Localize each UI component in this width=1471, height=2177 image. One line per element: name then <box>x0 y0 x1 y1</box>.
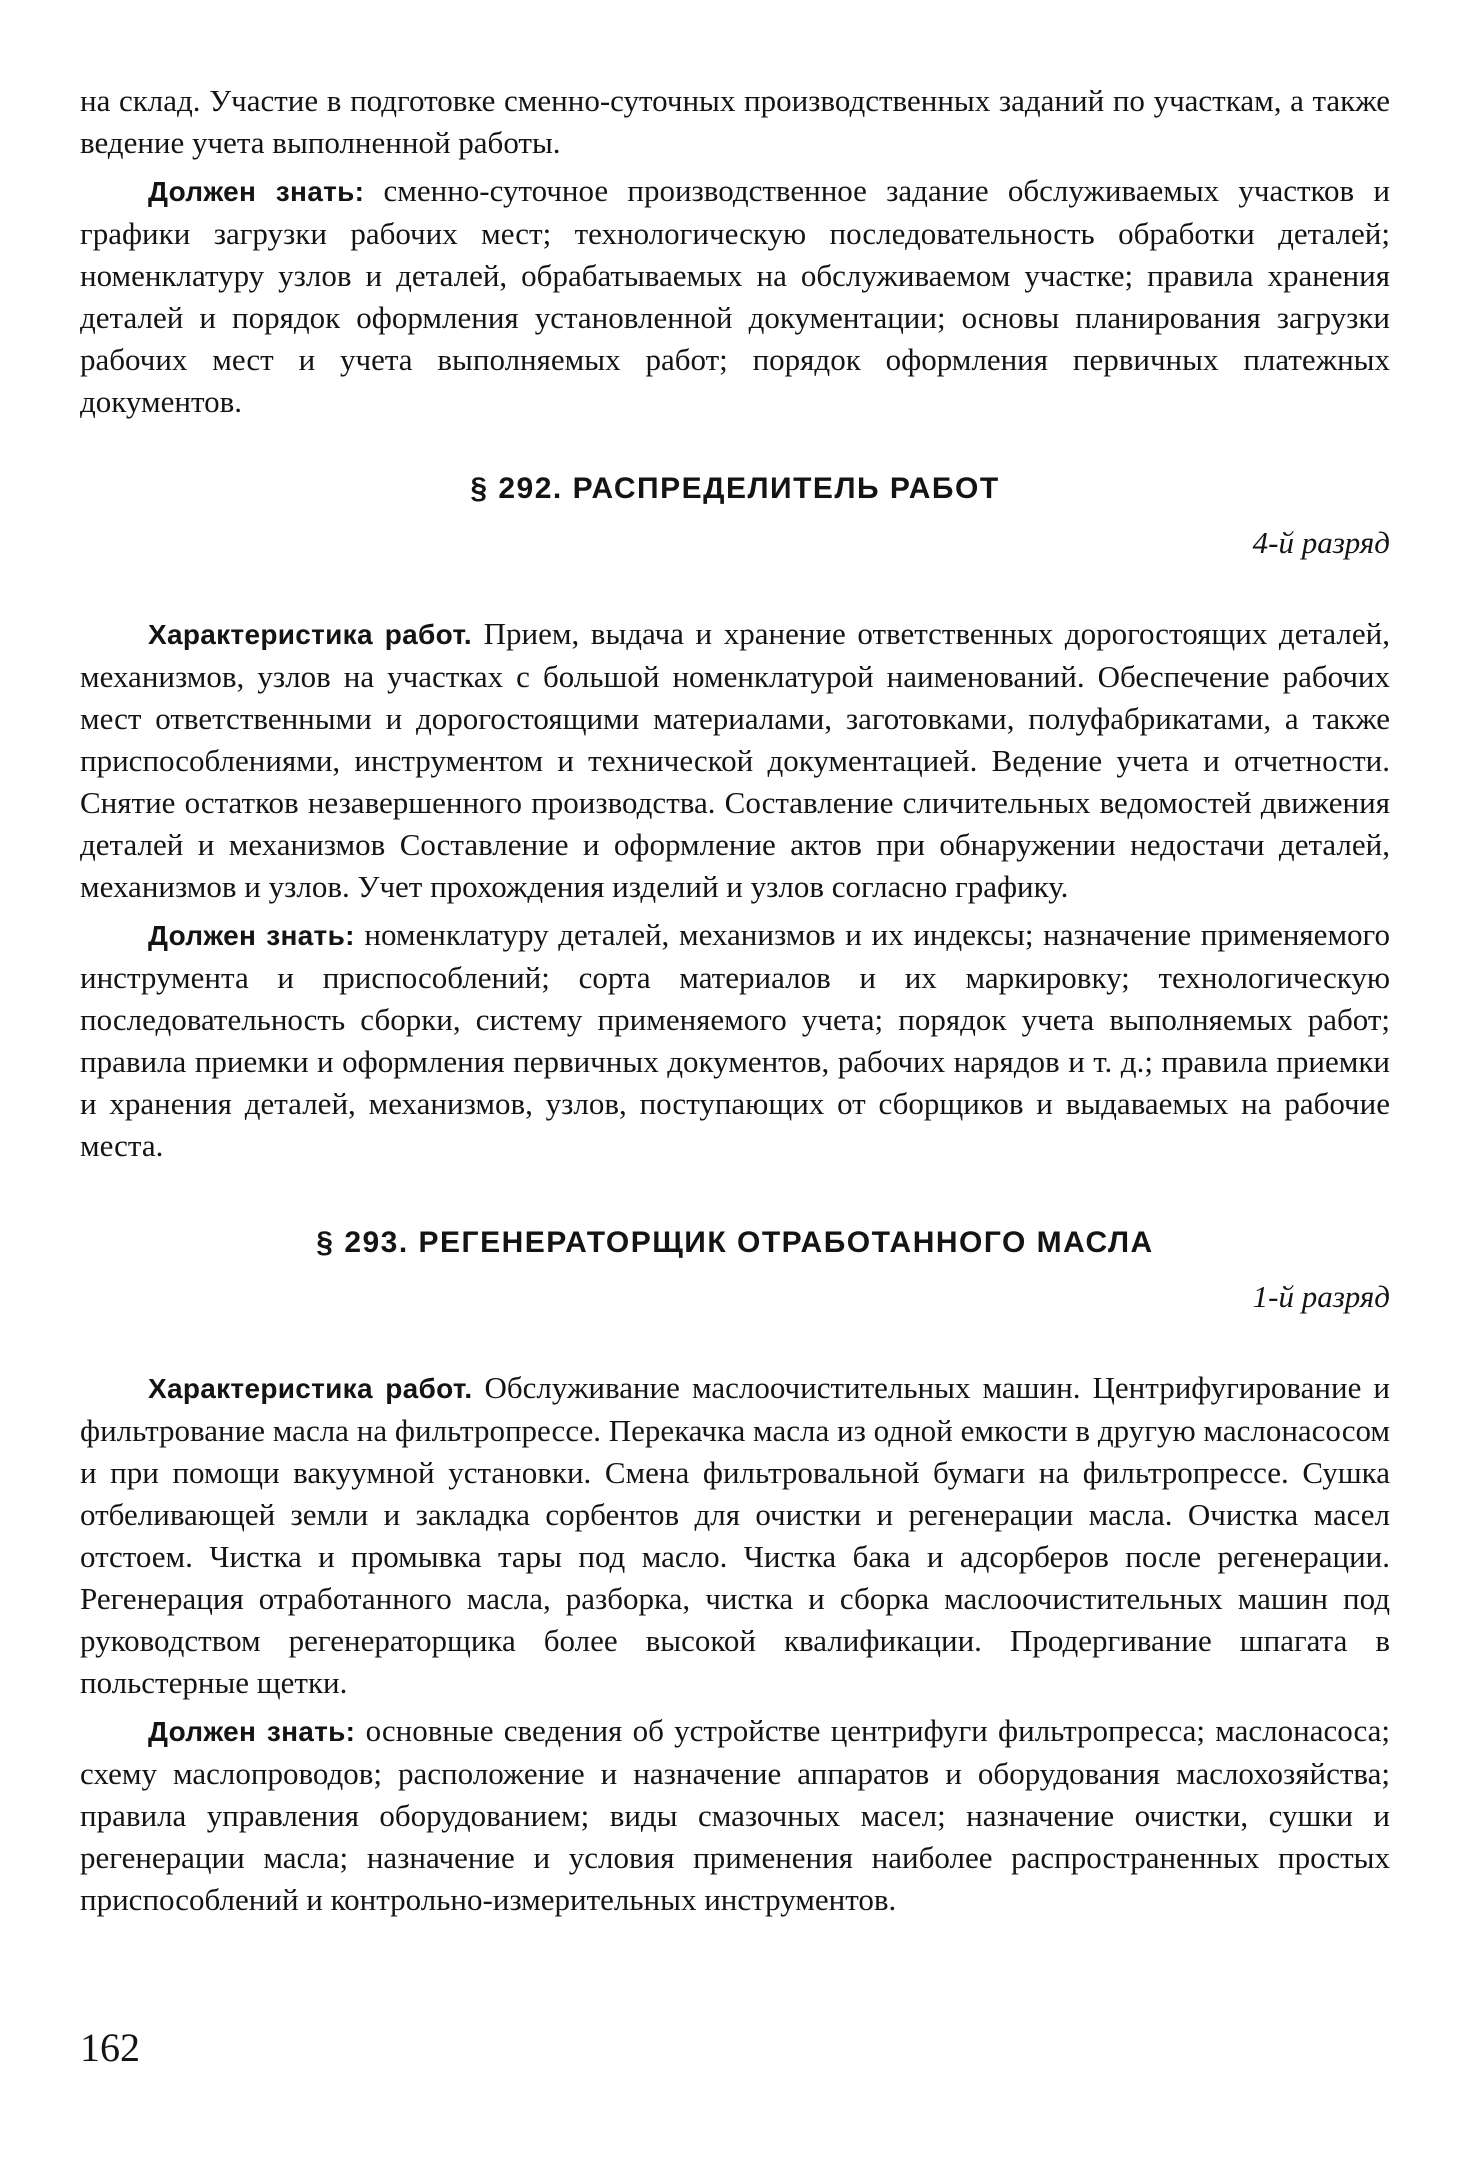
section-293-characteristics-text: Обслуживание маслоочистительных машин. Центрифугирование и фильтрование масла на фильтропрессе. Перекачка масла из одной емкости в другую маслонасосом и при помощи вакуумной установки. Смена фильтровальной бумаги на фильтропрессе. Сушка отбеливающей земли и закладка сорбентов для очистки и регенерации масла. Очистка масел отстоем. Чистка и промывка тары под масло. Чистка бака и адсорберов после регенерации. Регенерация отработанного масла, разборка, чистка и сборка маслоочистительных машин под руководством регенераторщика более высокой квалификации. Продергивание шпагата в польстерные щетки. <box>80 1370 1390 1700</box>
intro-knowledge-lead: Должен знать: <box>148 176 365 207</box>
section-292-knowledge-text: номенклатуру деталей, механизмов и их индексы; назначение применяемого инструмента и приспособлений; сорта материалов и их маркировку; технологическую последовательность сборки, систему применяемого учета; порядок учета выполняемых работ; правила приемки и оформления первичных документов, рабочих нарядов и т. д.; правила приемки и хранения деталей, механизмов, узлов, поступающих от сборщиков и выдаваемых на рабочие места. <box>80 917 1391 1163</box>
section-293-knowledge-lead: Должен знать: <box>148 1716 356 1747</box>
section-293-characteristics-lead: Характеристика работ. <box>148 1373 473 1404</box>
section-293-grade: 1-й разряд <box>1252 1279 1390 1314</box>
section-292-characteristics-lead: Характеристика работ. <box>148 619 472 650</box>
section-292-grade: 4-й разряд <box>1252 525 1390 560</box>
intro-paragraph-knowledge <box>80 170 1390 423</box>
document-page <box>80 80 1390 1921</box>
section-292-heading: § 292. РАСПРЕДЕЛИТЕЛЬ РАБОТ <box>470 472 1000 505</box>
section-292-characteristics <box>80 613 1390 908</box>
intro-knowledge-text: сменно-суточное производственное задание обслуживаемых участков и графики загрузки рабочих мест; технологическую последовательность обработки деталей; номенклатуру узлов и деталей, обрабатываемых на обслуживаемом участке; правила хранения деталей и порядок оформления установленной документации; основы планирования загрузки рабочих мест и учета выполняемых работ; порядок оформления первичных платежных документов. <box>80 173 1390 419</box>
section-293-characteristics <box>80 1367 1390 1704</box>
section-292-knowledge-lead: Должен знать: <box>148 920 355 951</box>
page-number: 162 <box>80 2025 140 2070</box>
section-292-knowledge <box>80 914 1390 1167</box>
section-293-heading: § 293. РЕГЕНЕРАТОРЩИК ОТРАБОТАННОГО МАСЛА <box>316 1226 1154 1259</box>
section-293-knowledge-text: основные сведения об устройстве центрифуги фильтропресса; маслонасоса; схему маслопроводов; расположение и назначение аппаратов и оборудования маслохозяйства; правила управления оборудованием; виды смазочных масел; назначение очистки, сушки и регенерации масла; назначение и условия применения наиболее распространенных простых приспособлений и контрольно-измерительных инструментов. <box>80 1713 1391 1917</box>
intro-paragraph-continuation: на склад. Участие в подготовке сменно-суточных производственных заданий по участкам, а также ведение учета выполненной работы. <box>80 83 1390 160</box>
section-293-knowledge <box>80 1710 1390 1921</box>
section-292-characteristics-text: Прием, выдача и хранение ответственных дорогостоящих деталей, механизмов, узлов на участках с большой номенклатурой наименований. Обеспечение рабочих мест ответственными и дорогостоящими материалами, заготовками, полуфабрикатами, а также приспособлениями, инструментом и технической документацией. Ведение учета и отчетности. Снятие остатков незавершенного производства. Составление сличительных ведомостей движения деталей и механизмов Составление и оформление актов при обнаружении недостачи деталей, механизмов и узлов. Учет прохождения изделий и узлов согласно графику. <box>80 616 1390 904</box>
